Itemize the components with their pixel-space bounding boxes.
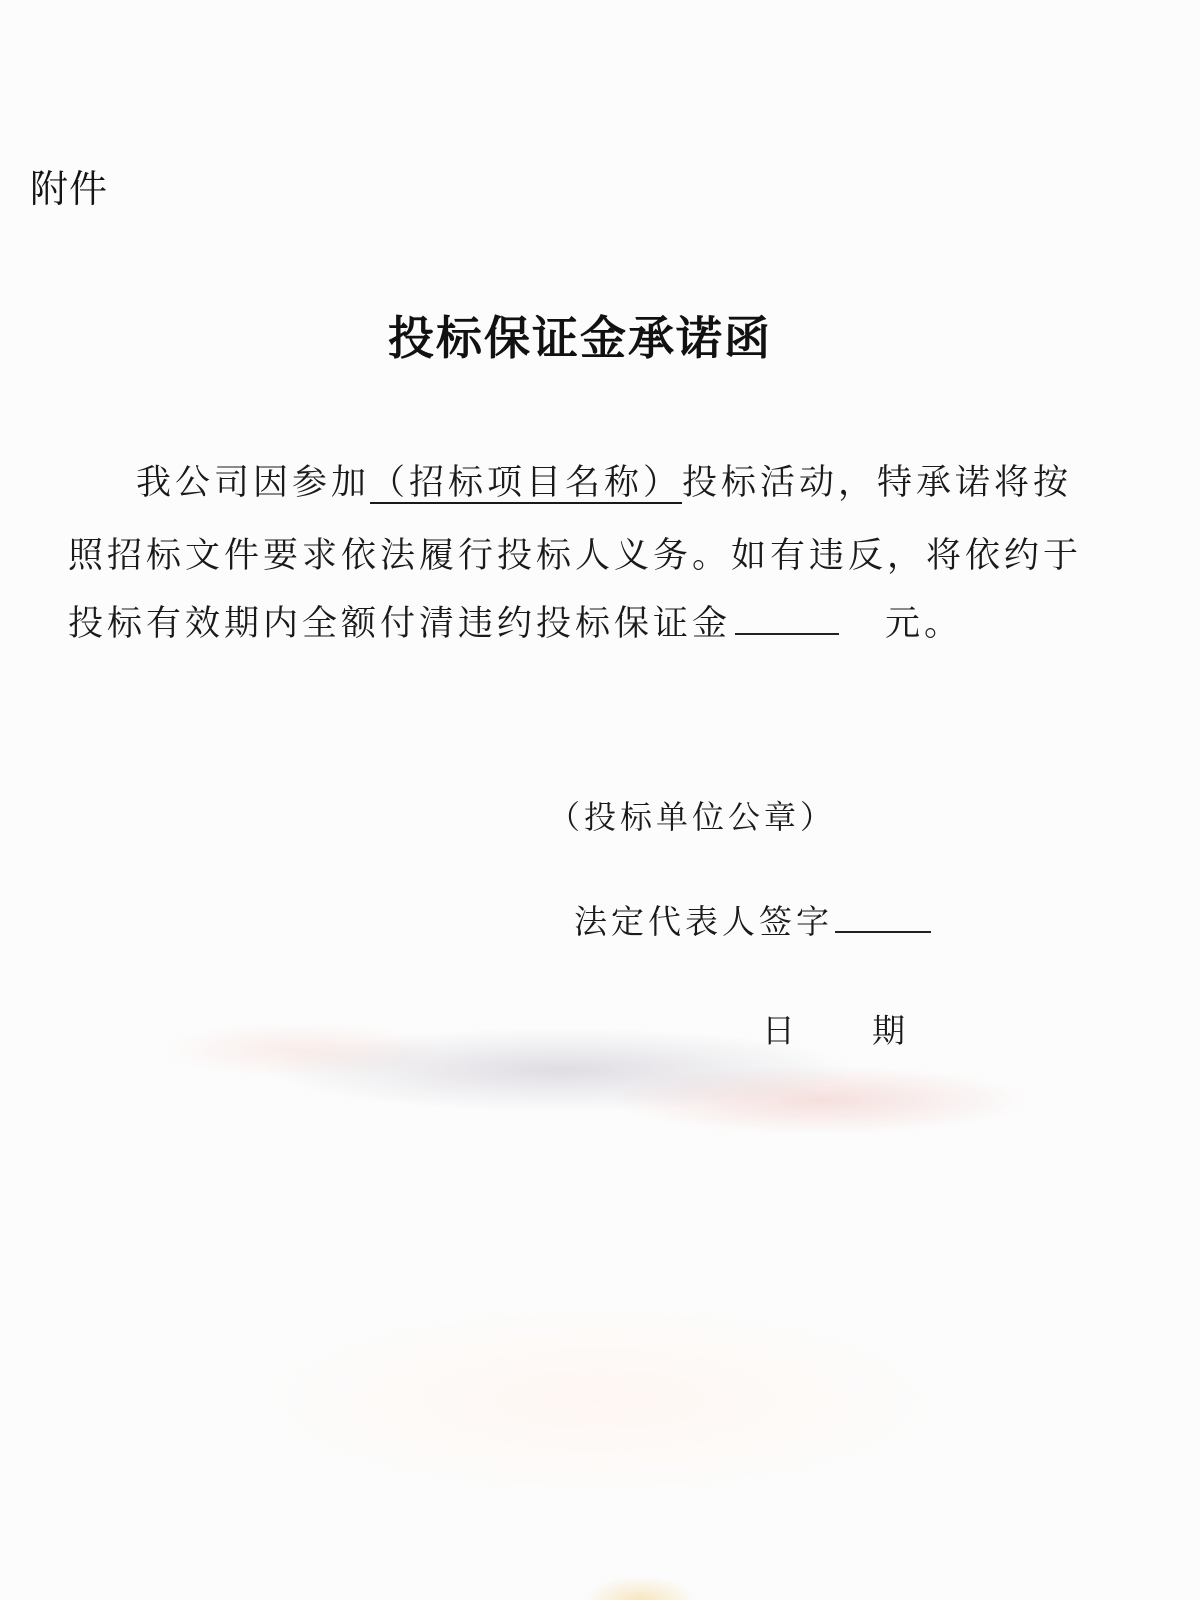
- letter-title: 投标保证金承诺函: [388, 311, 772, 365]
- body-line-3-suffix: 元。: [885, 604, 964, 644]
- amount-blank: [735, 632, 839, 635]
- signature-blank: [835, 930, 931, 933]
- body-line-1: [136, 455, 1072, 505]
- body-line-3-prefix: 投标有效期内全额付清违约投标保证金: [68, 604, 732, 644]
- body-line-2: 照招标文件要求依法履行投标人义务。如有违反，将依约于: [68, 536, 1083, 576]
- body-line-1-prefix: 我公司因参加: [136, 463, 371, 503]
- project-name-field: （招标项目名称）: [370, 463, 683, 503]
- company-seal-label: （投标单位公章）: [548, 798, 837, 836]
- body-line-1-suffix: 投标活动，特承诺将按: [682, 463, 1073, 503]
- attachment-label: 附件: [30, 167, 109, 211]
- body-line-3: [68, 596, 963, 646]
- date-label: 日 期: [762, 1011, 907, 1050]
- legal-rep-signature: [574, 896, 931, 943]
- legal-rep-label: 法定代表人签字: [574, 902, 833, 941]
